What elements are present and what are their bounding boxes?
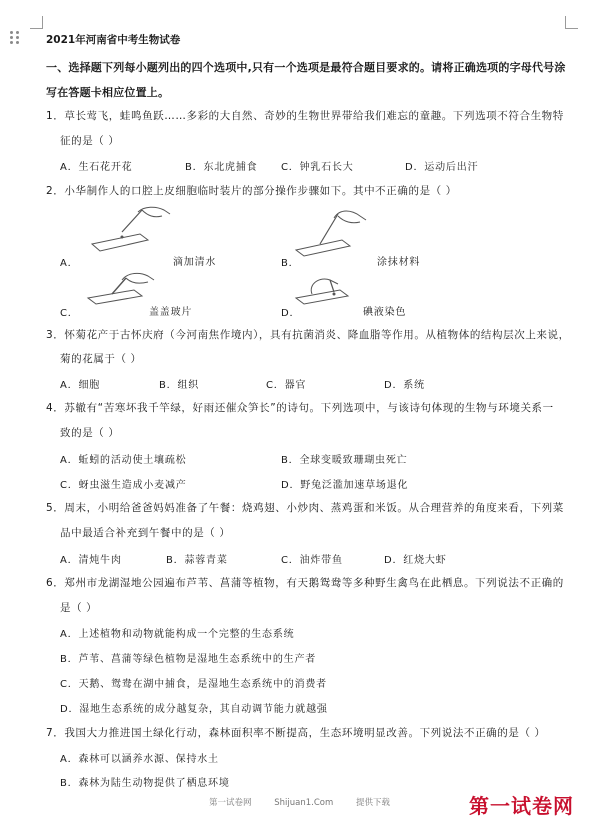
illustration-iodine-stain [290, 270, 360, 310]
question-2-line-1: 2．小华制作人的口腔上皮细胞临时装片的部分操作步骤如下。其中不正确的是（ ） [46, 185, 457, 197]
question-5-line-1: 5．周末，小明给爸爸妈妈准备了午餐：烧鸡翅、小炒肉、蒸鸡蛋和米饭。从合理营养的角度来看，下列菜 [46, 502, 564, 514]
q2-option-a[interactable]: A． [60, 258, 79, 269]
q2-option-d[interactable]: D． [281, 308, 301, 319]
question-3-line-2: 菊的花属于（ ） [60, 353, 142, 365]
q6-option-b[interactable]: B．芦苇、菖蒲等绿色植物是湿地生态系统中的生产者 [60, 654, 317, 665]
q6-option-c[interactable]: C．天鹅、鸳鸯在湖中捕食，是湿地生态系统中的消费者 [60, 679, 327, 690]
question-6-line-2: 是（ ） [60, 602, 98, 614]
q1-option-c[interactable]: C．钟乳石长大 [281, 162, 354, 173]
section-instruction-line-2: 写在答题卡相应位置上。 [46, 86, 170, 99]
q3-option-a[interactable]: A．细胞 [60, 380, 101, 391]
q4-option-c[interactable]: C．蚜虫滋生造成小麦减产 [60, 480, 187, 491]
illustration-drip-water [82, 204, 172, 256]
footer-center[interactable]: Shijuan1.Com [274, 798, 334, 808]
question-5-line-2: 品中最适合补充到午餐中的是（ ） [60, 527, 231, 539]
illustration-smear-material [290, 208, 370, 260]
question-7-line-1: 7．我国大力推进国土绿化行动，森林面积率不断提高，生态环境明显改善。下列说法不正确的是（ ） [46, 727, 546, 739]
page-title: 2021年河南省中考生物试卷 [46, 34, 181, 46]
q3-option-c[interactable]: C．器官 [266, 380, 307, 391]
q2-caption-a: 滴加清水 [173, 257, 217, 268]
q1-option-a[interactable]: A．生石花开花 [60, 162, 133, 173]
q2-caption-d: 碘液染色 [363, 307, 407, 318]
q7-option-b[interactable]: B．森林为陆生动物提供了栖息环境 [60, 778, 230, 789]
footer-left: 第一试卷网 [209, 798, 252, 808]
question-1-line-1: 1．草长莺飞，蛙鸣鱼跃……多彩的大自然、奇妙的生物世界带给我们难忘的童趣。下列选项不符合生物特 [46, 110, 564, 122]
q6-option-a[interactable]: A．上述植物和动物就能构成一个完整的生态系统 [60, 629, 295, 640]
question-3-line-1: 3．怀菊花产于古怀庆府（今河南焦作境内），具有抗菌消炎、降血脂等作用。从植物体的结构层次上来说， [46, 329, 570, 341]
q5-option-a[interactable]: A．清炖牛肉 [60, 555, 122, 566]
q6-option-d[interactable]: D．湿地生态系统的成分越复杂，其自动调节能力就越强 [60, 704, 328, 715]
site-watermark-logo: 第一试卷网 [469, 794, 574, 818]
q2-caption-b: 涂抹材料 [377, 257, 421, 268]
corner-mark-right [565, 16, 578, 29]
q5-option-d[interactable]: D．红烧大虾 [384, 555, 447, 566]
drag-handle-icon[interactable] [10, 31, 20, 45]
q7-option-a[interactable]: A．森林可以涵养水源、保持水土 [60, 754, 219, 765]
q5-option-b[interactable]: B．蒜蓉青菜 [166, 555, 228, 566]
illustration-cover-slip [82, 268, 162, 308]
q2-option-c[interactable]: C． [60, 308, 79, 319]
q5-option-c[interactable]: C．油炸带鱼 [281, 555, 343, 566]
q3-option-b[interactable]: B．组织 [159, 380, 200, 391]
q4-option-a[interactable]: A．蚯蚓的活动使土壤疏松 [60, 455, 187, 466]
question-1-line-2: 征的是（ ） [60, 135, 120, 147]
footer-right: 提供下载 [355, 798, 390, 808]
q1-option-d[interactable]: D．运动后出汗 [405, 162, 479, 173]
question-4-line-1: 4．苏辙有“苦寒坏我千竿绿，好雨还催众笋长”的诗句。下列选项中，与该诗句体现的生物与环境关系一 [46, 402, 554, 414]
q4-option-d[interactable]: D．野兔泛滥加速草场退化 [281, 480, 409, 491]
q3-option-d[interactable]: D．系统 [384, 380, 425, 391]
q2-caption-c: 盖盖玻片 [149, 307, 193, 318]
question-6-line-1: 6．郑州市龙湖湿地公园遍布芦苇、菖蒲等植物，有天鹅鸳鸯等多种野生禽鸟在此栖息。下列说法不正确的 [46, 577, 564, 589]
corner-mark-left [30, 16, 43, 29]
section-instruction-line-1: 一、选择题下列每小题列出的四个选项中,只有一个选项是最符合题目要求的。请将正确选项的字母代号涂 [46, 61, 566, 74]
question-4-line-2: 致的是（ ） [60, 427, 120, 439]
q4-option-b[interactable]: B．全球变暖致珊瑚虫死亡 [281, 455, 408, 466]
q1-option-b[interactable]: B．东北虎捕食 [185, 162, 258, 173]
q2-option-b[interactable]: B． [281, 258, 300, 269]
